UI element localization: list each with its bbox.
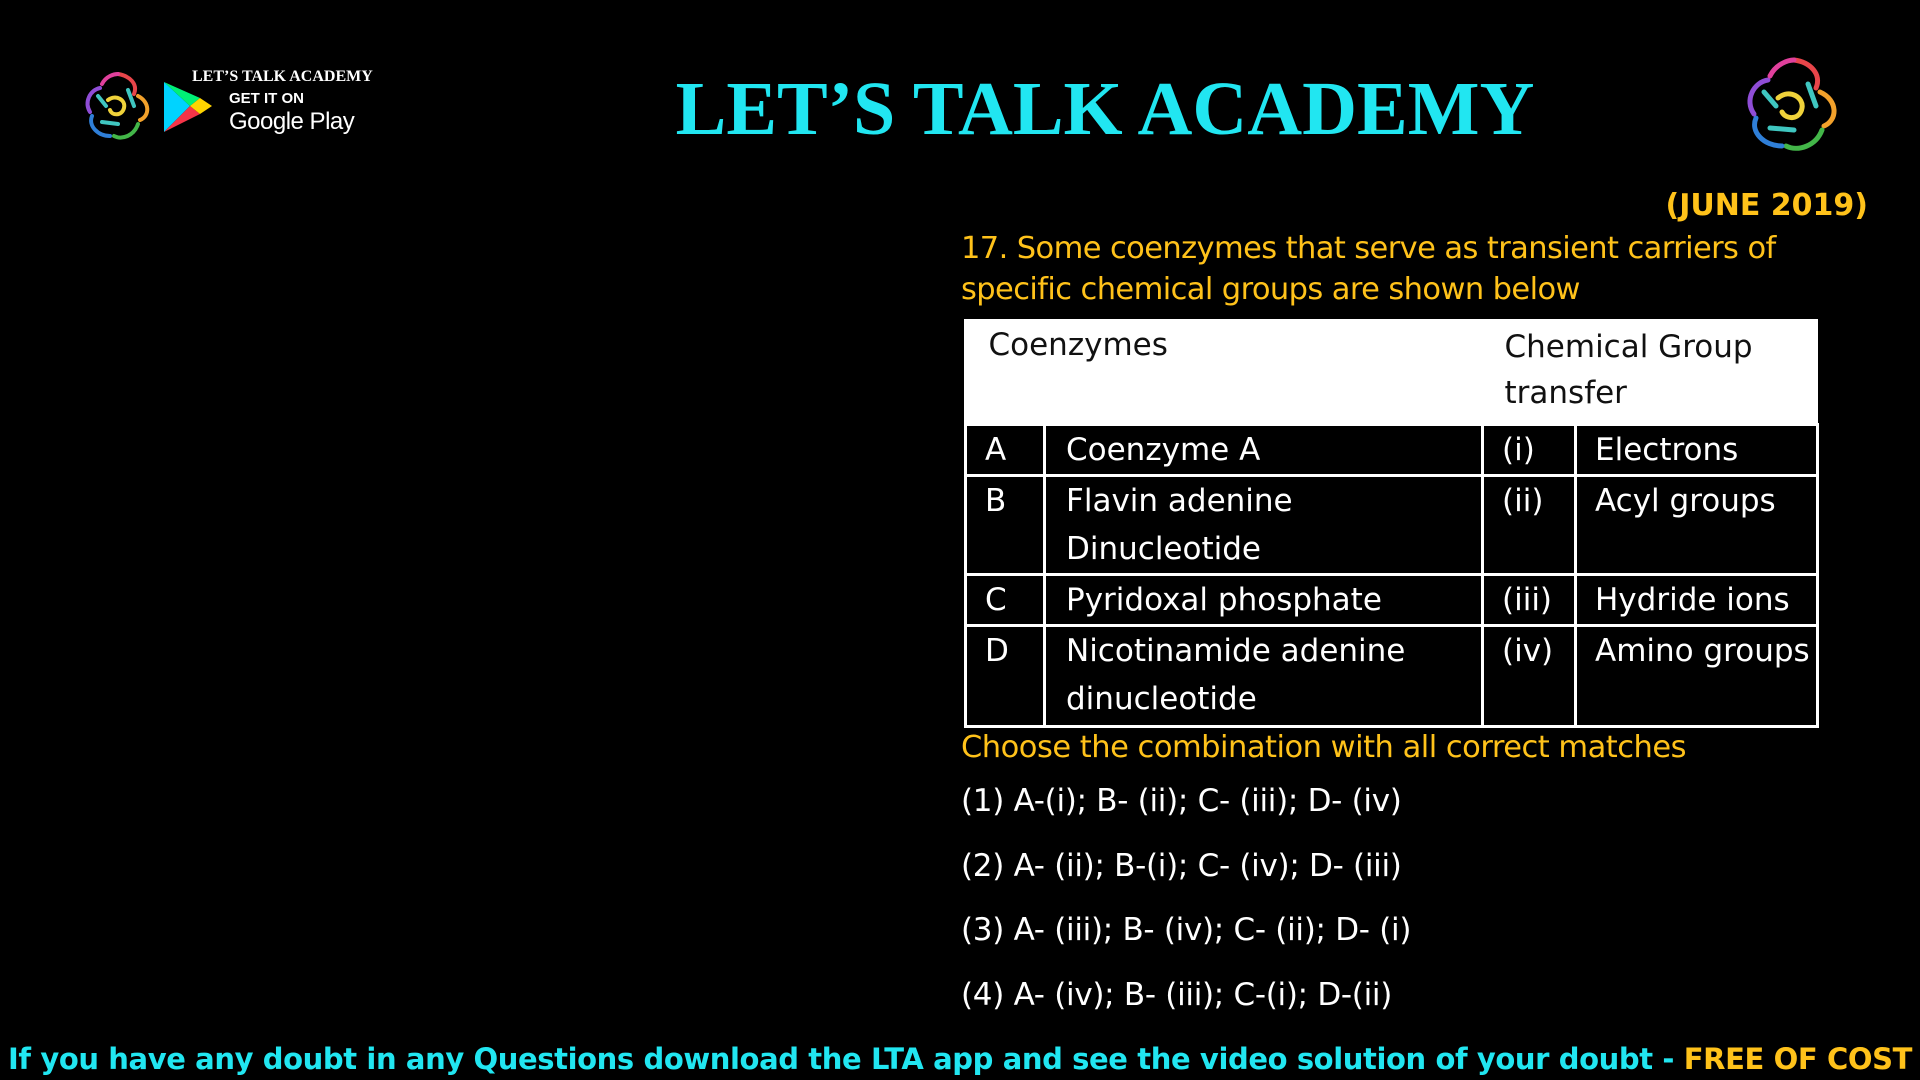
- table-row: [966, 476, 1818, 575]
- badge-store-label: Google Play: [229, 108, 355, 135]
- table-header-group-transfer: Chemical Group transfer: [1483, 319, 1818, 425]
- row-group: Acyl groups: [1576, 476, 1818, 575]
- row-coenzyme: Flavin adenine Dinucleotide: [1045, 476, 1483, 575]
- row-letter: A: [966, 425, 1045, 476]
- answer-option-2[interactable]: (2) A- (ii); B-(i); C- (iv); D- (iii): [961, 848, 1402, 884]
- exam-year: (JUNE 2019): [1665, 188, 1868, 223]
- row-coenzyme: Pyridoxal phosphate: [1045, 575, 1483, 626]
- row-numeral: (ii): [1483, 476, 1576, 575]
- row-numeral: (i): [1483, 425, 1576, 476]
- table-row: [966, 425, 1818, 476]
- row-numeral: (iv): [1483, 626, 1576, 727]
- table-row: [966, 626, 1818, 727]
- footer-banner: [0, 1042, 1920, 1076]
- table-header-row: [966, 319, 1818, 425]
- badge-getit-label: GET IT ON: [229, 90, 304, 107]
- answer-option-4[interactable]: (4) A- (iv); B- (iii); C-(i); D-(ii): [961, 977, 1393, 1013]
- row-group: Amino groups: [1576, 626, 1818, 727]
- choose-prompt: Choose the combination with all correct matches: [961, 730, 1687, 765]
- row-letter: B: [966, 476, 1045, 575]
- table-row: [966, 575, 1818, 626]
- answer-option-1[interactable]: (1) A-(i); B- (ii); C- (iii); D- (iv): [961, 783, 1402, 819]
- row-group: Electrons: [1576, 425, 1818, 476]
- row-numeral: (iii): [1483, 575, 1576, 626]
- table-header-coenzymes: Coenzymes: [966, 319, 1483, 425]
- match-table: [964, 319, 1816, 717]
- row-coenzyme: Coenzyme A: [1045, 425, 1483, 476]
- row-letter: C: [966, 575, 1045, 626]
- question-text: 17. Some coenzymes that serve as transient carriers of specific chemical groups are shown below: [961, 231, 1776, 307]
- page-title: LET’S TALK ACADEMY: [675, 67, 1535, 151]
- row-group: Hydride ions: [1576, 575, 1818, 626]
- badge-academy-label: LET’S TALK ACADEMY: [192, 68, 373, 85]
- footer-text: If you have any doubt in any Questions download the LTA app and see the video solution of your doubt -: [8, 1042, 1684, 1076]
- footer-free-label: FREE OF COST: [1683, 1042, 1912, 1076]
- row-coenzyme: Nicotinamide adenine dinucleotide: [1045, 626, 1483, 727]
- protein-logo-icon: [1736, 50, 1852, 160]
- row-letter: D: [966, 626, 1045, 727]
- answer-option-3[interactable]: (3) A- (iii); B- (iv); C- (ii); D- (i): [961, 912, 1412, 948]
